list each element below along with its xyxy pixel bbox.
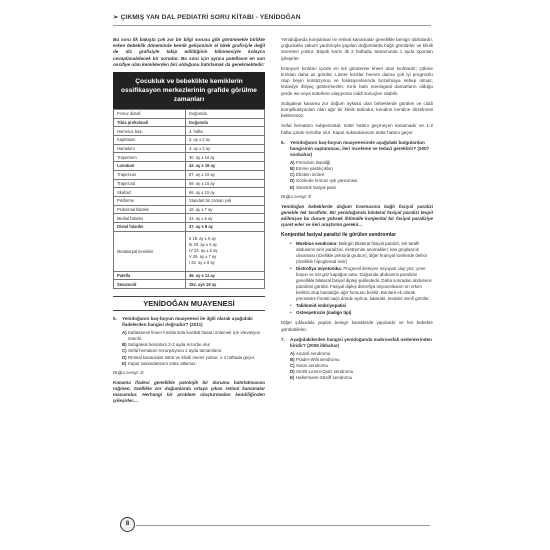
facial-palsy-paragraph: Yenidoğan bebeklerde doğum travmasına bağlı fasiyal paralizi genelde tek taraflıdır. Bir yenidoğanda bilateral fasiyal paralizi tespit edilmişse bu durum yüksek ihtimalle konjenital bir fasiyal paraliziye işaret eder ve ileri araştırma gerekir... [281, 203, 433, 228]
question-text: Yenidoğanın baş-boyun muayenesinde aşağıdaki bulgulardan hangisinin saptanması, ileri inceleme ve tedavi gerektirir? (2007 sonbahar) [290, 139, 430, 158]
syndrome-title: Osteopetrozis (malign tipi) [296, 310, 352, 316]
page-number: 8 [120, 517, 135, 532]
bone-name: Medial falanks [114, 214, 186, 223]
metakarpal-value: I 32. ay ± 9 ay [189, 260, 215, 266]
table-row [114, 136, 265, 145]
metakarpal-value: II 18. ay ± 5 ay [189, 236, 216, 242]
ossification-time: 3. ay ± 2 ay [186, 144, 265, 153]
right-column [281, 37, 433, 384]
option-text: Simetrik fasiyal palsi [296, 184, 336, 190]
syndrome-text [296, 266, 433, 302]
bone-name: Patella [114, 271, 186, 280]
ossification-time: 42. ay ± 19 ay [186, 162, 265, 171]
table-row [114, 214, 265, 223]
ossification-time: 66. ay ± 15 ay [186, 188, 265, 197]
option-text: Subgaleal hematom 2-3 ayda rezorbe olur. [128, 342, 211, 348]
option-text: Kafatasının lineer kırıklarında kortikal hasarı önlemek için elevasyon önerilir. [128, 330, 261, 342]
question-number: 6. [281, 139, 285, 145]
bone-name: Sesamoid [114, 280, 186, 289]
ossification-table [113, 109, 265, 289]
bone-name: Skafoid [114, 188, 186, 197]
table-row [114, 153, 265, 162]
option-letter: B) [122, 342, 127, 348]
ossification-time: 2. ay ± 2 ay [186, 136, 265, 145]
bone-name: Pisiforme [114, 196, 186, 205]
ossification-time: 46. ay ± 11 ay [186, 271, 265, 280]
section-title: YENİDOĞAN MUAYENESİ [113, 296, 265, 311]
syndrome-item [290, 241, 433, 265]
paragraph-subgaleal: Subgaleal kanama zor doğum öyküsü olan bebeklerde görülen ve ciddi komplikasyonları olan ağır bir klinik tablodur, kendine kendine düzelmesi beklenmez. [281, 100, 433, 119]
ossification-time: 67. ay ± 19 ay [186, 170, 265, 179]
option-text: Emme yastıkçıkları [296, 166, 334, 172]
table-row [114, 271, 265, 280]
option [290, 185, 433, 191]
bone-name: Kapitatum [114, 136, 186, 145]
bullet-icon: • [290, 303, 292, 309]
syndrome-item [290, 266, 433, 302]
option-letter: B) [290, 166, 295, 172]
paragraph-cephalhematoma: Sefal hematom subperiostal, sütür hattını geçmeyen kanamadır ve 1-2 hafta içinde rezorbe olur. Kaput suksedaneum sütür hattını geçer. [281, 123, 433, 135]
bone-name: Humerus başı [114, 127, 186, 136]
bone-name: Proksimal falanks [114, 205, 186, 214]
syndrome-text [296, 303, 346, 309]
bullet-icon: • [290, 266, 292, 272]
ossification-time: 3. hafta [186, 127, 265, 136]
syndromes-subheading: Konjenital fasiyal paralizi ile görülen sendromlar [281, 232, 397, 239]
table-row [114, 179, 265, 188]
footer-divider [136, 525, 430, 526]
bone-name: Trapezoid [114, 179, 186, 188]
table-row [114, 280, 265, 289]
option-letter: C) [122, 348, 127, 354]
bone-name: Trapezium [114, 170, 186, 179]
bone-name: Tibia proksimali [114, 118, 186, 127]
intro-paragraph: Bu soru ilk bakışta çok zor bir bilgi sorusu gibi görünmekle birlikte erken bebeklik döneminde kemik gelişiminin el bilek grafisiyle değil de diz grafisiyle takip edildiğinin bilinmesiyle kolayca cevaplanabilecek bir sorudur. Bu soru için ayrıca patellanın en son ossifiye olan kemiklerden biri olduğunu hatırlamak da gerekmektedir: [113, 37, 265, 67]
table-row [114, 196, 265, 205]
bone-name: Femur distali [114, 110, 186, 119]
option-text: Frenulum lisealiği [296, 160, 331, 166]
ossification-time: 69. ay ± 15 ay [186, 179, 265, 188]
option-text: Prader-Willi sendromu [296, 357, 340, 363]
question-7 [281, 337, 433, 349]
option-letter: A) [122, 330, 127, 336]
table-row [114, 118, 265, 127]
syndrome-item [290, 310, 433, 316]
table-row [114, 222, 265, 231]
syndrome-description: Progresif ilerleyen miyopati olup yüz, çene boyun ve üst göz kapağını tutar. Doğumda abdusens paralizisi genellikle bilateral fasiyal dipleji şeklindedir. Daha sonradan abdusens paralizisi görülür. Fasiyal dipleji distrofiya miyotonikanın en erken belirtisi olup hastalığın ağır formunu belirtir. Bunlara ek olarak prematüre frontal saçlı dönde açılma, katarakt, testisler atrofi görülür. [296, 266, 432, 302]
syndrome-item [290, 303, 433, 309]
answer-5: Doğru cevap: D [113, 369, 144, 375]
syndrome-text [296, 310, 351, 316]
paragraph-skull-fracture: Kranyum kırıkları içinde en sık görülenler lineer olan kırıklardır; çökme kırıkları daha az görülür. Lineer kırıklar hemen daima çok iyi prognozlu olup beyin kontüzyonu ve fonksiyonlarında bozulmaya sebep olmaz, tedaviye ihtiyaç göstermezler. Kırık hattı meningeal damarların olduğu yerde ise veya sütürlere ulaşıyorsa ciddi sonuçları olabilir. [281, 65, 433, 96]
question-5-options [122, 330, 265, 367]
option [122, 330, 265, 342]
bullet-icon: • [290, 241, 292, 247]
table-row [114, 170, 265, 179]
option-text: Smith-Lemni-Opitz sendromu [296, 369, 354, 375]
question-number: 7. [281, 336, 285, 342]
option-letter: D) [290, 178, 295, 184]
question-6 [281, 140, 433, 158]
table-row [114, 231, 265, 271]
option-letter: E) [290, 375, 295, 381]
metakarpal-value: III 20. ay ± 5 ay [189, 242, 217, 248]
option-letter: E) [122, 360, 127, 366]
question-number: 5. [113, 316, 117, 322]
option-text: Kaput suksedaneum sütür atlamaz. [128, 360, 197, 366]
option-letter: C) [290, 363, 295, 369]
ossification-time: Standart bir zaman yok [186, 196, 265, 205]
option-text: Sotos sendromu [296, 363, 328, 369]
option-letter: A) [290, 160, 295, 166]
table-row [114, 205, 265, 214]
page-header [113, 13, 301, 21]
header-title: ÇIKMIŞ YAN DAL PEDİATRİ SORU KİTABI - YENİDOĞAN [120, 14, 301, 21]
bone-name: Triquetrum [114, 153, 186, 162]
question-5 [113, 316, 265, 328]
question-text: Yenidoğanın baş-boyun muayenesi ile ilgili olarak aşağıdaki ifadelerden hangisi doğrudur? (2011) [122, 316, 253, 328]
metakarpal-value: IV 23. ay ± 6 ay [189, 248, 218, 254]
ossification-time: 16. ay ± 7 ay [186, 205, 265, 214]
option-letter: A) [290, 351, 295, 356]
option-text: Hallermann-Streiff sendromu [296, 375, 353, 381]
question-7-options [290, 351, 433, 381]
answer-6: Doğru cevap: E [281, 193, 312, 199]
option-text: Ebstein incileri [296, 172, 325, 178]
table-row [114, 188, 265, 197]
syndrome-title: Talidomid embriyopatisi [296, 303, 347, 309]
option-text: Aicardi sendromu [296, 351, 331, 356]
table-row [114, 110, 265, 119]
bone-name: Hamatum [114, 144, 186, 153]
option-letter: B) [290, 357, 295, 363]
ossification-time: 152. ay± 18 ay [186, 280, 265, 289]
ossification-time: Doğumda [186, 110, 265, 119]
other-options-paragraph: Diğer şıklardaki yapılar benign karakterde yapılardır ve her bebekte görülebilirler. [281, 320, 433, 332]
bone-name: Lunatum [114, 162, 186, 171]
table-row [114, 162, 265, 171]
closing-paragraph: Kanama ifadesi genellikle patolojik bir durumu hatırlatmasına rağmen, özellikle zor doğumlarda ortaya çıkan retinal kanamalar masumdur. Herhangi bir problem oluşturmadan kendiliğinden iyileşirler.... [113, 379, 265, 404]
option-text: Retinal kanamalar sütür ve klinik önemi yoktur, 1-2 haftada geçer. [128, 354, 256, 360]
ossification-time: 24. ay ± 6 ay [186, 214, 265, 223]
bone-name: Metakarpal kemikler [114, 231, 186, 271]
table-row [114, 127, 265, 136]
question-text: Aşağıdakilerden hangisi yenidoğanda makrosefali nedenlerinden biridir? (2009 ilkbahar) [290, 336, 432, 348]
paragraph-retinal: Yenidoğanda konjuktival ve retinal kanamalar genellikle benign tablolardır, çoğunlukla vakum yardımıyla yapılan doğumlarda bağlı görülürler ve klinik önemleri yoktur. Büyük kısmı ilk 2 haftada, tamamında 1 ayda spontan iyileşirler. [281, 37, 433, 61]
ossification-time: 30. ay ± 16 ay [186, 153, 265, 162]
ossification-time: Doğumda [186, 118, 265, 127]
header-divider [113, 25, 431, 26]
bullet-icon: • [290, 310, 292, 316]
option-text: Sefal hematom rezorpsiyonu 1 ayda tamamlanır. [128, 348, 223, 354]
option-letter: E) [290, 184, 295, 190]
header-arrow-icon: ➢ [113, 14, 119, 21]
ossification-table-title: Çocukluk ve bebeklikte kemiklerin ossifikasyon merkezlerinin grafide görülme zamanları [113, 72, 265, 109]
syndrome-text [296, 241, 433, 265]
syndrome-title: Moebius sendromu: [296, 241, 338, 247]
left-column [113, 37, 265, 409]
question-6-options [290, 160, 433, 190]
syndrome-list [290, 241, 433, 316]
option-letter: C) [290, 172, 295, 178]
table-row [114, 144, 265, 153]
option [122, 361, 265, 367]
option-text: Gözlerde kırmızı ışık yansıması [296, 178, 358, 184]
option-letter: D) [122, 354, 127, 360]
option-letter: D) [290, 369, 295, 375]
ossification-time [186, 231, 265, 271]
syndrome-title: Distrofiya miyotonika: [296, 266, 343, 272]
metakarpal-value: V 26. ay ± 7 ay [189, 254, 217, 260]
option [290, 375, 433, 381]
bone-name: Distal falanks [114, 222, 186, 231]
syndrome-description: Belirgin bilateral fasiyal paralizi, tek taraflı abdusens sinir paralizisi, ekstremite anomalileri, kas gruplarının olmaması (özellikle pektoral grubun), diğer kraniyal sinirlerde defisit (özellikle hipoglossal sinir) [296, 241, 427, 265]
ossification-time: 37. ay ± 8 ay [186, 222, 265, 231]
